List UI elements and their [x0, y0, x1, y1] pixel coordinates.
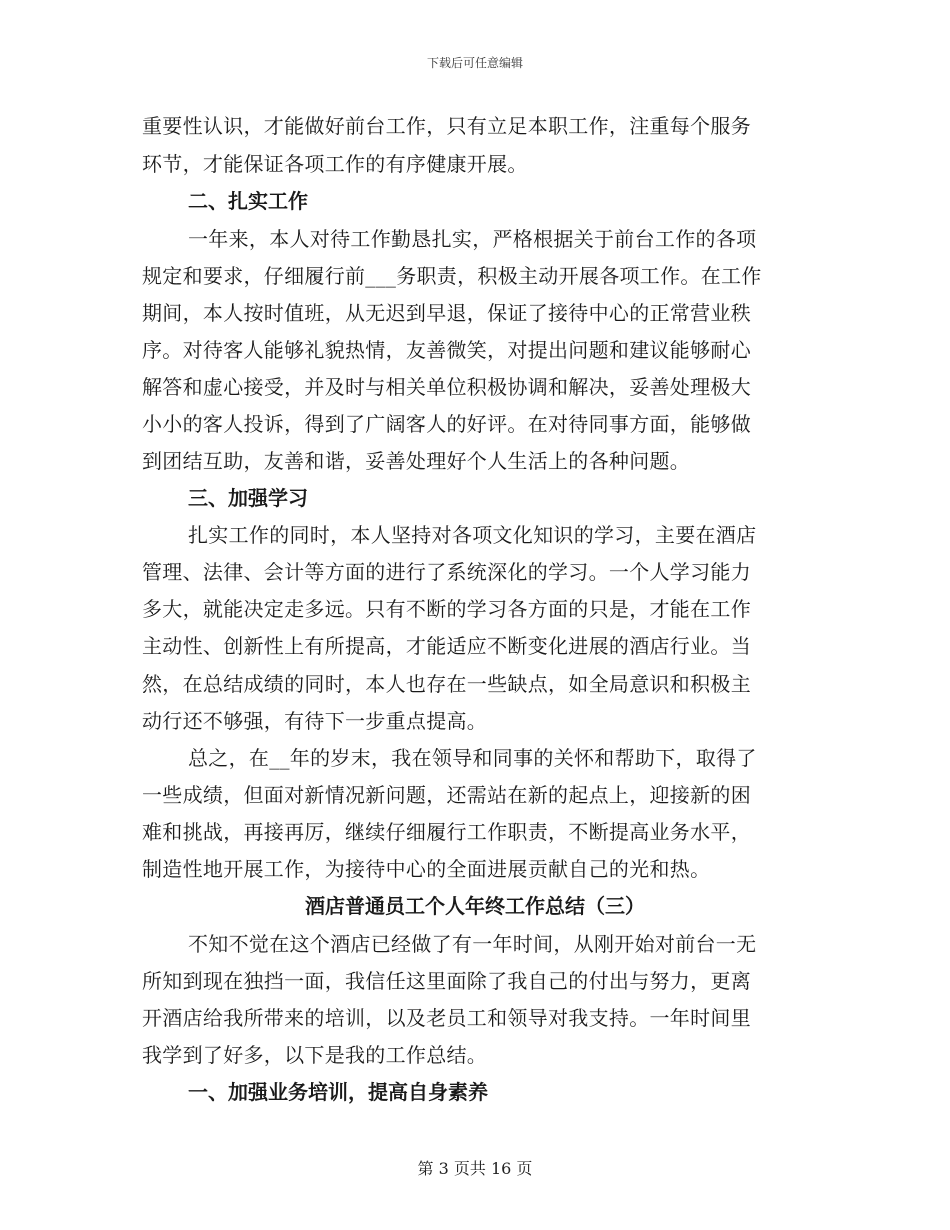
- body-line: 开酒店给我所带来的培训，以及老员工和领导对我支持。一年时间里: [142, 1006, 751, 1030]
- body-line: 到团结互助，友善和谐，妥善处理好个人生活上的各种问题。: [142, 449, 691, 473]
- paragraph-first-line: 扎实工作的同时，本人坚持对各项文化知识的学习，主要在酒店: [188, 523, 757, 547]
- body-line: 一些成绩，但面对新情况新问题，还需站在新的起点上，迎接新的困: [142, 783, 751, 807]
- body-line: 主动性、创新性上有所提高，才能适应不断变化进展的酒店行业。当: [142, 634, 751, 658]
- body-line: 环节，才能保证各项工作的有序健康开展。: [142, 152, 528, 176]
- body-line: 制造性地开展工作，为接待中心的全面进展贡献自己的光和热。: [142, 857, 711, 881]
- body-line: 解答和虚心接受，并及时与相关单位积极协调和解决，妥善处理极大: [142, 375, 751, 399]
- section-heading: 二、扎实工作: [188, 189, 308, 213]
- section-heading: 一、加强业务培训，提高自身素养: [188, 1080, 488, 1104]
- body-line: 动行还不够强，有待下一步重点提高。: [142, 709, 488, 733]
- document-title: 酒店普通员工个人年终工作总结（三）: [305, 894, 645, 918]
- section-heading: 三、加强学习: [188, 486, 308, 510]
- paragraph-first-line: 一年来，本人对待工作勤恳扎实，严格根据关于前台工作的各项: [188, 227, 757, 251]
- body-line: 序。对待客人能够礼貌热情，友善微笑，对提出问题和建议能够耐心: [142, 338, 751, 362]
- body-line: 小小的客人投诉，得到了广阔客人的好评。在对待同事方面，能够做: [142, 412, 751, 436]
- paragraph-first-line: 不知不觉在这个酒店已经做了有一年时间，从刚开始对前台一无: [188, 932, 757, 956]
- body-line: 难和挑战，再接再厉，继续仔细履行工作职责，不断提高业务水平，: [142, 820, 751, 844]
- body-line: 规定和要求，仔细履行前___务职责，积极主动开展各项工作。在工作: [142, 264, 762, 288]
- body-line: 期间，本人按时值班，从无迟到早退，保证了接待中心的正常营业秩: [142, 301, 751, 325]
- body-line: 管理、法律、会计等方面的进行了系统深化的学习。一个人学习能力: [142, 560, 751, 584]
- body-line: 所知到现在独挡一面，我信任这里面除了我自己的付出与努力，更离: [142, 969, 751, 993]
- paragraph-first-line: 总之，在__年的岁末，我在领导和同事的关怀和帮助下，取得了: [188, 746, 757, 770]
- body-line: 多大，就能决定走多远。只有不断的学习各方面的只是，才能在工作: [142, 597, 751, 621]
- body-line: 我学到了好多，以下是我的工作总结。: [142, 1043, 488, 1067]
- body-line: 重要性认识，才能做好前台工作，只有立足本职工作，注重每个服务: [142, 114, 751, 138]
- page-header: 下载后可任意编辑: [426, 56, 523, 70]
- page-footer: 第 3 页共 16 页: [417, 1159, 533, 1178]
- body-line: 然，在总结成绩的同时，本人也存在一些缺点，如全局意识和积极主: [142, 672, 751, 696]
